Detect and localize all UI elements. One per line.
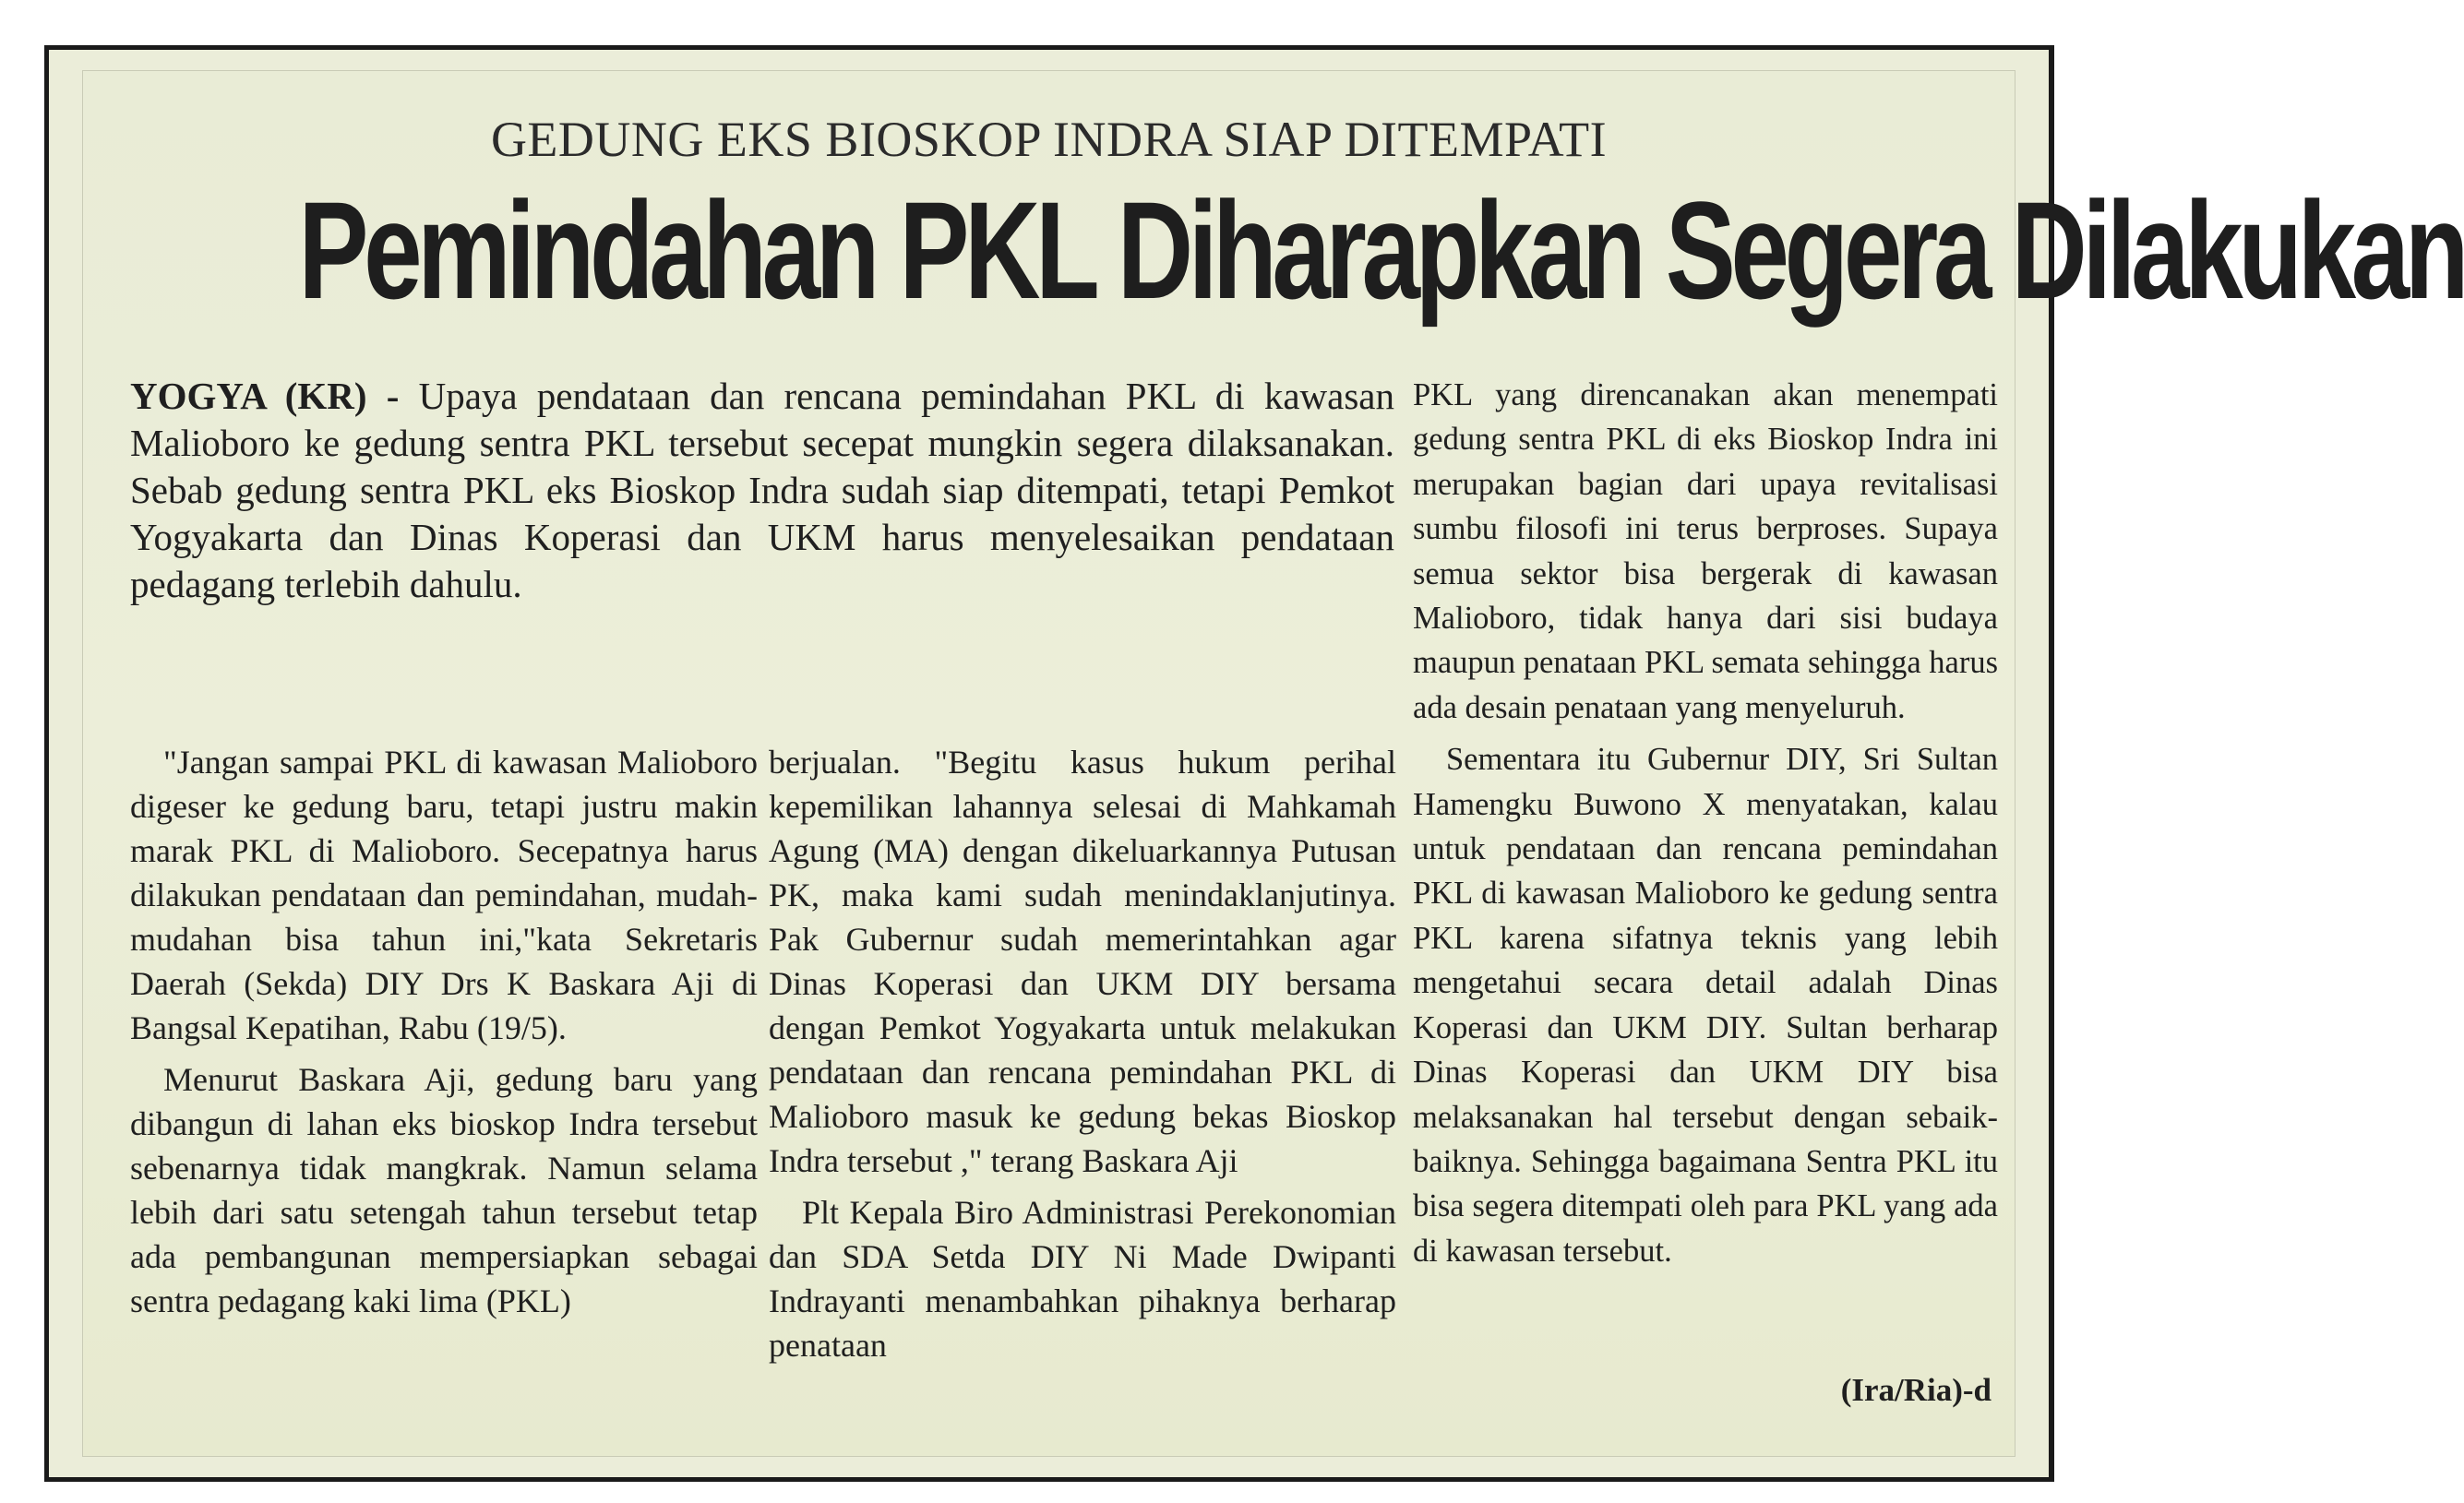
- article-column-3: [1413, 373, 1998, 1273]
- article-column-2: [769, 740, 1396, 1367]
- article-kicker: GEDUNG EKS BIOSKOP INDRA SIAP DITEMPATI: [490, 112, 1608, 167]
- article-byline: (Ira/Ria)-d: [1840, 1372, 1992, 1408]
- newspaper-clipping: [44, 45, 2464, 1482]
- paragraph: berjualan. "Begitu kasus hukum perihal kepemilikan lahannya selesai di Mahkamah Agung (MA) dengan dikeluarkannya Putusan PK, maka kami sudah menindaklanjutinya. Pak Gubernur sudah memerintahkan agar Dinas Koperasi dan UKM DIY bersama dengan Pemkot Yogyakarta untuk melakukan pendataan dan rencana pemindahan PKL di Malioboro masuk ke gedung bekas Bioskop Indra tersebut ," terang Baskara Aji: [769, 744, 1396, 1179]
- article-dateline: YOGYA (KR) -: [130, 375, 400, 417]
- article-lead: [130, 373, 1394, 608]
- paragraph: Plt Kepala Biro Administrasi Perekonomian dan SDA Setda DIY Ni Made Dwipanti Indrayanti menambahkan pihaknya berharap penataan: [769, 1194, 1396, 1364]
- paragraph: "Jangan sampai PKL di kawasan Malioboro digeser ke gedung baru, tetapi justru makin marak PKL di Malioboro. Secepatnya harus dilakukan pendataan dan pemindahan, mudah-mudahan bisa tahun ini,"kata Sekretaris Daerah (Sekda) DIY Drs K Baskara Aji di Bangsal Kepatihan, Rabu (19/5).: [130, 744, 758, 1046]
- article-headline: Pemindahan PKL Diharapkan Segera Dilakukan: [298, 173, 2464, 328]
- paragraph: PKL yang direncanakan akan menempati gedung sentra PKL di eks Bioskop Indra ini merupakan bagian dari upaya revitalisasi sumbu filosofi ini terus berproses. Supaya semua sektor bisa bergerak di kawasan Malioboro, tidak hanya dari sisi budaya maupun penataan PKL semata sehingga harus ada desain penataan yang menyeluruh.: [1413, 377, 1998, 725]
- paragraph: Sementara itu Gubernur DIY, Sri Sultan Hamengku Buwono X menyatakan, kalau untuk pendataan dan rencana pemindahan PKL di kawasan Malioboro ke gedung sentra PKL karena sifatnya teknis yang lebih mengetahui secara detail adalah Dinas Koperasi dan UKM DIY. Sultan berharap Dinas Koperasi dan UKM DIY bisa melaksanakan hal tersebut dengan sebaik-baiknya. Sehingga bagaimana Sentra PKL itu bisa segera ditempati oleh para PKL yang ada di kawasan tersebut.: [1413, 742, 1998, 1269]
- lead-text: Upaya pendataan dan rencana pemindahan PKL di kawasan Malioboro ke gedung sentra PKL tersebut secepat mungkin segera dilaksanakan. Sebab gedung sentra PKL eks Bioskop Indra sudah siap ditempati, tetapi Pemkot Yogyakarta dan Dinas Koperasi dan UKM harus menyelesaikan pendataan pedagang terlebih dahulu.: [130, 375, 1395, 605]
- article-column-1: [130, 740, 758, 1323]
- paragraph: Menurut Baskara Aji, gedung baru yang dibangun di lahan eks bioskop Indra tersebut sebenarnya tidak mangkrak. Namun selama lebih dari satu setengah tahun tersebut tetap ada pembangunan mempersiapkan sebagai sentra pedagang kaki lima (PKL): [130, 1061, 758, 1319]
